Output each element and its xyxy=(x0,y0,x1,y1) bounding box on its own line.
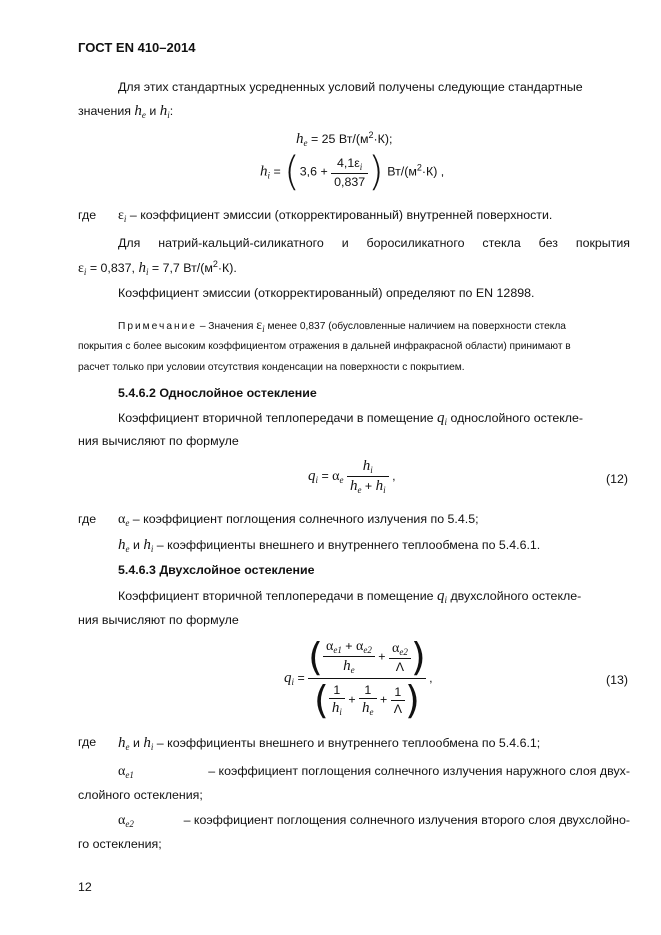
paragraph-glass-line2: $\varepsilon_i = 0,837$, $h_i = 7,7$ $Вт/(м^2\cdot К)$. xyxy=(78,259,237,277)
where-label-1: где xyxy=(78,208,97,222)
equation-12: $q_i = \alpha_e$ $\frac{h_i}{h_e + h_i}$ , xyxy=(308,458,396,495)
alpha-e1-definition-line2: слойного остекления; xyxy=(78,788,203,802)
document-header: ГОСТ EN 410–2014 xyxy=(78,40,196,55)
alpha-e2-definition-line1: $\alpha_{e2}$ – коэффициент поглощения солнечного излучения второго слоя двухслойно- xyxy=(118,813,630,829)
section-title-single-glazing: 5.4.6.2 Однослойное остекление xyxy=(118,386,317,400)
section2-line1: Коэффициент вторичной теплопередачи в помещение $q_i$ двухслойного остекле- xyxy=(118,588,582,605)
note-line2: покрытия с более высоким коэффициентом отражения в дальней инфракрасной области) принимают в xyxy=(78,341,571,352)
note-line3: расчет только при условии отсутствия конденсации на поверхности с покрытием. xyxy=(78,362,465,373)
he-hi-definition-2: $h_e$ и $h_i$ – коэффициенты внешнего и внутреннего теплообмена по 5.4.6.1; xyxy=(118,735,541,752)
paragraph-emission: Коэффициент эмиссии (откорректированный) определяют по EN 12898. xyxy=(118,286,535,300)
where-label-3: где xyxy=(78,735,97,749)
section2-line2: ния вычисляют по формуле xyxy=(78,613,239,627)
note-line1: Примечание – Значения εi менее 0,837 (обусловленные наличием на поверхности стекла xyxy=(118,318,566,334)
alpha-e2-definition-line2: го остекления; xyxy=(78,837,162,851)
equation-he: $h_e = 25$ $Вт/(м^2\cdot К)$; xyxy=(296,130,393,148)
equation-12-label: (12) xyxy=(606,472,629,486)
alpha-e-definition: $\alpha_e$ – коэффициент поглощения солнечного излучения по 5.4.5; xyxy=(118,512,479,528)
page-number: 12 xyxy=(78,880,92,894)
equation-13-label: (13) xyxy=(606,673,629,687)
paragraph-intro-line2: значения $h_e$ и $h_i$: xyxy=(78,103,174,120)
section1-line1: Коэффициент вторичной теплопередачи в помещение $q_i$ однослойного остекле- xyxy=(118,410,584,427)
section1-line2: ния вычисляют по формуле xyxy=(78,434,239,448)
section-title-double-glazing: 5.4.6.3 Двухслойное остекление xyxy=(118,563,315,577)
eps-definition: $\varepsilon_i$ – коэффициент эмиссии (откорректированный) внутренней поверхности. xyxy=(118,208,553,224)
paragraph-intro-line1: Для этих стандартных усредненных условий получены следующие стандартные xyxy=(118,80,583,94)
equation-13: $q_i$ = ( $\frac{\alpha_{e1} + \alpha_{e2}}{h_e}$ + $\frac{\alpha_{e2}}{\Lambda}$ ) ( $\frac{1}{h_i}$ + $\frac{1}{h_e}$ + $\frac{1}{\Lambda}$ ) , xyxy=(284,635,433,722)
alpha-e1-definition-line1: $\alpha_{e1}$ – коэффициент поглощения солнечного излучения наружного слоя двух- xyxy=(118,764,630,780)
where-label-2: где xyxy=(78,512,97,526)
paragraph-glass-line1: Для натрий-кальций-силикатного и боросиликатного стекла без покрытия xyxy=(118,236,630,250)
equation-hi: $h_i = (3,6$ + $\frac{4,1\varepsilon_i}{0,837}$ ) $Вт/(м^2\cdot К)$ , xyxy=(260,149,445,195)
he-hi-definition: $h_e$ и $h_i$ – коэффициенты внешнего и внутреннего теплообмена по 5.4.6.1. xyxy=(118,537,541,554)
